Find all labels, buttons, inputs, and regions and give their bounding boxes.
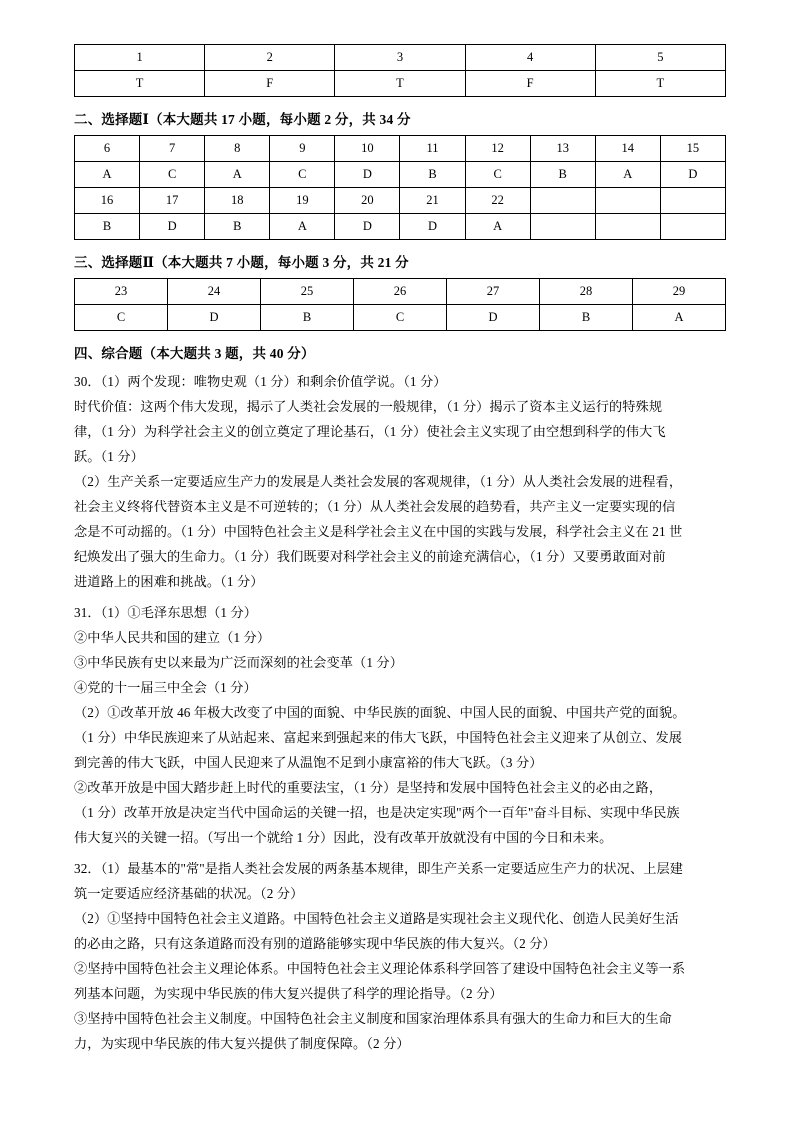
q32-line: 筑一定要适应经济基础的状况。（2 分）	[74, 886, 304, 901]
q31-line: 31．（1）①毛泽东思想（1 分）	[74, 605, 258, 620]
table-row	[75, 305, 726, 331]
table-row	[75, 188, 726, 214]
table-cell	[595, 214, 660, 240]
section-2-heading: 二、选择题Ⅰ（本大题共 17 小题，每小题 2 分，共 34 分	[74, 112, 411, 127]
table-cell: 13	[530, 136, 595, 162]
table-cell: A	[270, 214, 335, 240]
table-cell	[530, 214, 595, 240]
table-cell: T	[335, 71, 465, 97]
table-cell: 7	[140, 136, 205, 162]
table-cell: B	[530, 162, 595, 188]
table-row	[75, 279, 726, 305]
q30-line: 时代价值：这两个伟大发现，揭示了人类社会发展的一般规律，（1 分）揭示了资本主义运行的特殊规	[74, 399, 663, 414]
q31-line: （2）①改革开放 46 年极大改变了中国的面貌、中华民族的面貌、中国人民的面貌、中国共产党的面貌。	[74, 705, 686, 720]
q30-line: 社会主义终将代替资本主义是不可逆转的；（1 分）从人类社会发展的趋势看，共产主义一定要实现的信	[74, 499, 676, 514]
table-cell: B	[261, 305, 354, 331]
table-cell: A	[205, 162, 270, 188]
q32-line: 力，为实现中华民族的伟大复兴提供了制度保障。（2 分）	[74, 1036, 410, 1051]
table-cell: 11	[400, 136, 465, 162]
table-cell: 19	[270, 188, 335, 214]
table-cell: B	[400, 162, 465, 188]
table-row	[75, 162, 726, 188]
table-cell: D	[447, 305, 540, 331]
table-cell: D	[335, 162, 400, 188]
table-row	[75, 214, 726, 240]
table-cell: F	[205, 71, 335, 97]
q31-line: 伟大复兴的关键一招。（写出一个就给 1 分）因此，没有改革开放就没有中国的今日和未来。	[74, 830, 613, 845]
q30-line: 念是不可动摇的。（1 分）中国特色社会主义是科学社会主义在中国的实践与发展，科学社会主义在 21 世	[74, 524, 683, 539]
table-cell: 28	[540, 279, 633, 305]
table-cell: T	[595, 71, 725, 97]
q30-line: 进道路上的困难和挑战。（1 分）	[74, 574, 264, 589]
table-cell: D	[140, 214, 205, 240]
question-30-answer	[74, 369, 726, 594]
q30-line: 跃。（1 分）	[74, 449, 144, 464]
table-cell: 17	[140, 188, 205, 214]
table-cell	[660, 214, 725, 240]
table-cell: 24	[168, 279, 261, 305]
table-cell: 26	[354, 279, 447, 305]
q32-line: 的必由之路，只有这条道路而没有别的道路能够实现中华民族的伟大复兴。（2 分）	[74, 936, 556, 951]
q32-line: ③坚持中国特色社会主义制度。中国特色社会主义制度和国家治理体系具有强大的生命力和巨大的生命	[74, 1011, 672, 1026]
table-cell: C	[140, 162, 205, 188]
q30-line: 30．（1）两个发现：唯物史观（1 分）和剩余价值学说。（1 分）	[74, 374, 447, 389]
table-row	[75, 136, 726, 162]
table-cell: 9	[270, 136, 335, 162]
section-3-heading: 三、选择题Ⅱ（本大题共 7 小题，每小题 3 分，共 21 分	[74, 255, 409, 270]
table-cell: 1	[75, 45, 205, 71]
table-cell	[660, 188, 725, 214]
q32-line: 列基本问题，为实现中华民族的伟大复兴提供了科学的理论指导。（2 分）	[74, 986, 503, 1001]
table-cell: 29	[633, 279, 726, 305]
table-cell: 27	[447, 279, 540, 305]
table-cell: D	[168, 305, 261, 331]
table-cell: A	[633, 305, 726, 331]
choice-1-answer-table	[74, 135, 726, 240]
table-cell: 4	[465, 45, 595, 71]
table-cell: C	[75, 305, 168, 331]
table-cell: A	[595, 162, 660, 188]
q31-line: （1 分）中华民族迎来了从站起来、富起来到强起来的伟大飞跃，中国特色社会主义迎来了从创立、发展	[74, 730, 683, 745]
q31-line: ④党的十一届三中全会（1 分）	[74, 680, 257, 695]
q32-line: （2）①坚持中国特色社会主义道路。中国特色社会主义道路是实现社会主义现代化、创造人民美好生活	[74, 911, 679, 926]
table-cell: T	[75, 71, 205, 97]
table-cell: 16	[75, 188, 140, 214]
q31-line: ②中华人民共和国的建立（1 分）	[74, 630, 271, 645]
table-cell: 10	[335, 136, 400, 162]
q30-line: （2）生产关系一定要适应生产力的发展是人类社会发展的客观规律，（1 分）从人类社会发展的进程看，	[74, 474, 683, 489]
table-cell: A	[75, 162, 140, 188]
q31-line: 到完善的伟大飞跃，中国人民迎来了从温饱不足到小康富裕的伟大飞跃。（3 分）	[74, 755, 543, 770]
q31-line: （1 分）改革开放是决定当代中国命运的关键一招，也是决定实现"两个一百年"奋斗目标、实现中华民族	[74, 805, 680, 820]
table-cell: 25	[261, 279, 354, 305]
table-cell: B	[75, 214, 140, 240]
table-cell: 2	[205, 45, 335, 71]
table-cell: B	[540, 305, 633, 331]
table-cell	[595, 188, 660, 214]
table-cell: 12	[465, 136, 530, 162]
table-row	[75, 45, 726, 71]
table-cell: 22	[465, 188, 530, 214]
table-cell: 21	[400, 188, 465, 214]
q31-line: ③中华民族有史以来最为广泛而深刻的社会变革（1 分）	[74, 655, 403, 670]
q30-line: 纪焕发出了强大的生命力。（1 分）我们既要对科学社会主义的前途充满信心，（1 分）又要勇敢面对前	[74, 549, 666, 564]
table-cell	[530, 188, 595, 214]
table-cell: C	[354, 305, 447, 331]
table-cell: D	[660, 162, 725, 188]
table-cell: 18	[205, 188, 270, 214]
table-cell: C	[270, 162, 335, 188]
table-cell: 14	[595, 136, 660, 162]
q31-line: ②改革开放是中国大踏步赶上时代的重要法宝，（1 分）是坚持和发展中国特色社会主义的必由之路，	[74, 780, 663, 795]
table-cell: B	[205, 214, 270, 240]
table-cell: 6	[75, 136, 140, 162]
table-cell: D	[400, 214, 465, 240]
q32-line: ②坚持中国特色社会主义理论体系。中国特色社会主义理论体系科学回答了建设中国特色社会主义等一系	[74, 961, 686, 976]
table-cell: D	[335, 214, 400, 240]
table-cell: 8	[205, 136, 270, 162]
q30-line: 律，（1 分）为科学社会主义的创立奠定了理论基石，（1 分）使社会主义实现了由空想到科学的伟大飞	[74, 424, 666, 439]
judgement-answer-table	[74, 44, 726, 97]
section-4-heading: 四、综合题（本大题共 3 题，共 40 分）	[74, 346, 315, 361]
choice-2-answer-table	[74, 278, 726, 331]
table-cell: 15	[660, 136, 725, 162]
table-cell: A	[465, 214, 530, 240]
table-cell: F	[465, 71, 595, 97]
table-cell: 20	[335, 188, 400, 214]
question-31-answer	[74, 600, 726, 850]
table-cell: C	[465, 162, 530, 188]
table-cell: 3	[335, 45, 465, 71]
question-32-answer	[74, 856, 726, 1056]
table-cell: 23	[75, 279, 168, 305]
table-row	[75, 71, 726, 97]
q32-line: 32．（1）最基本的"常"是指人类社会发展的两条基本规律，即生产关系一定要适应生产力的状况、上层建	[74, 861, 684, 876]
table-cell: 5	[595, 45, 725, 71]
